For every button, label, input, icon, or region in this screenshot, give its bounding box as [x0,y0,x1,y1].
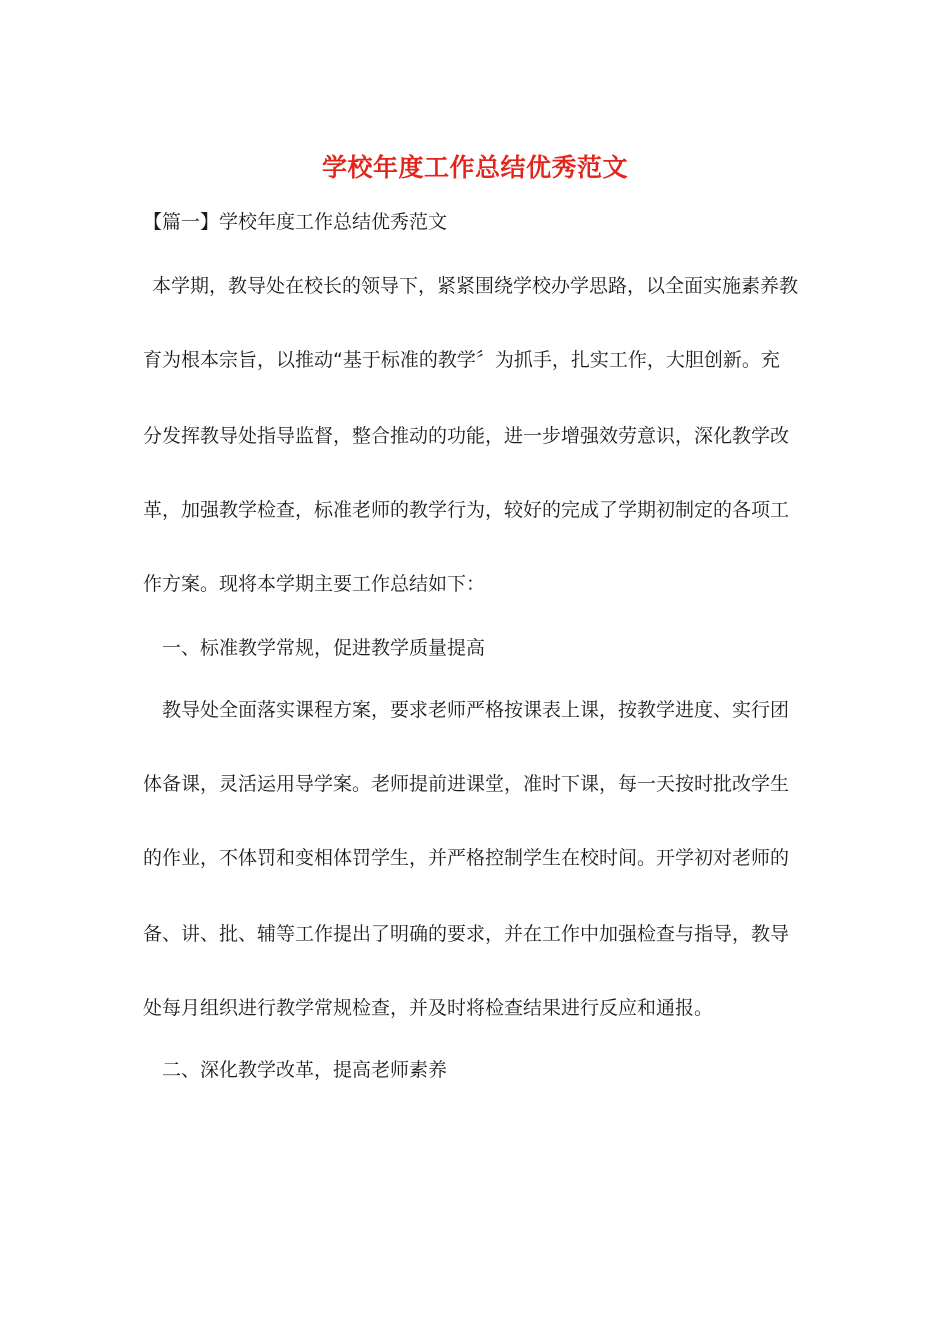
heading-one: 一、标准教学常规，促进教学质量提高 [162,637,486,659]
paragraph1-line1: 本学期，教导处在校长的领导下，紧紧围绕学校办学思路，以全面实施素养教 [152,275,799,297]
paragraph1-line5: 作方案。现将本学期主要工作总结如下： [143,573,486,595]
paragraph2-line1: 教导处全面落实课程方案，要求老师严格按课表上课，按教学进度、实行团 [162,699,790,721]
paragraph2-line5: 处每月组织进行教学常规检查，并及时将检查结果进行反应和通报。 [143,997,714,1019]
document-title: 学校年度工作总结优秀范文 [321,153,628,182]
paragraph2-line3: 的作业，不体罚和变相体罚学生，并严格控制学生在校时间。开学初对老师的 [143,847,790,869]
paragraph2-line2: 体备课，灵活运用导学案。老师提前进课堂，准时下课，每一天按时批改学生 [143,773,790,795]
paragraph2-line4: 备、讲、批、辅等工作提出了明确的要求，并在工作中加强检查与指导，教导 [143,923,790,945]
paragraph1-line2: 育为根本宗旨，以推动“基于标准的教学〞为抓手，扎实工作，大胆创新。充 [143,349,780,371]
section-heading: 【篇一】学校年度工作总结优秀范文 [143,211,448,233]
paragraph1-line3: 分发挥教导处指导监督，整合推动的功能，进一步增强效劳意识，深化教学改 [143,425,790,447]
heading-two: 二、深化教学改革，提高老师素养 [162,1059,448,1081]
paragraph1-line4: 革，加强教学检查，标准老师的教学行为，较好的完成了学期初制定的各项工 [143,499,790,521]
